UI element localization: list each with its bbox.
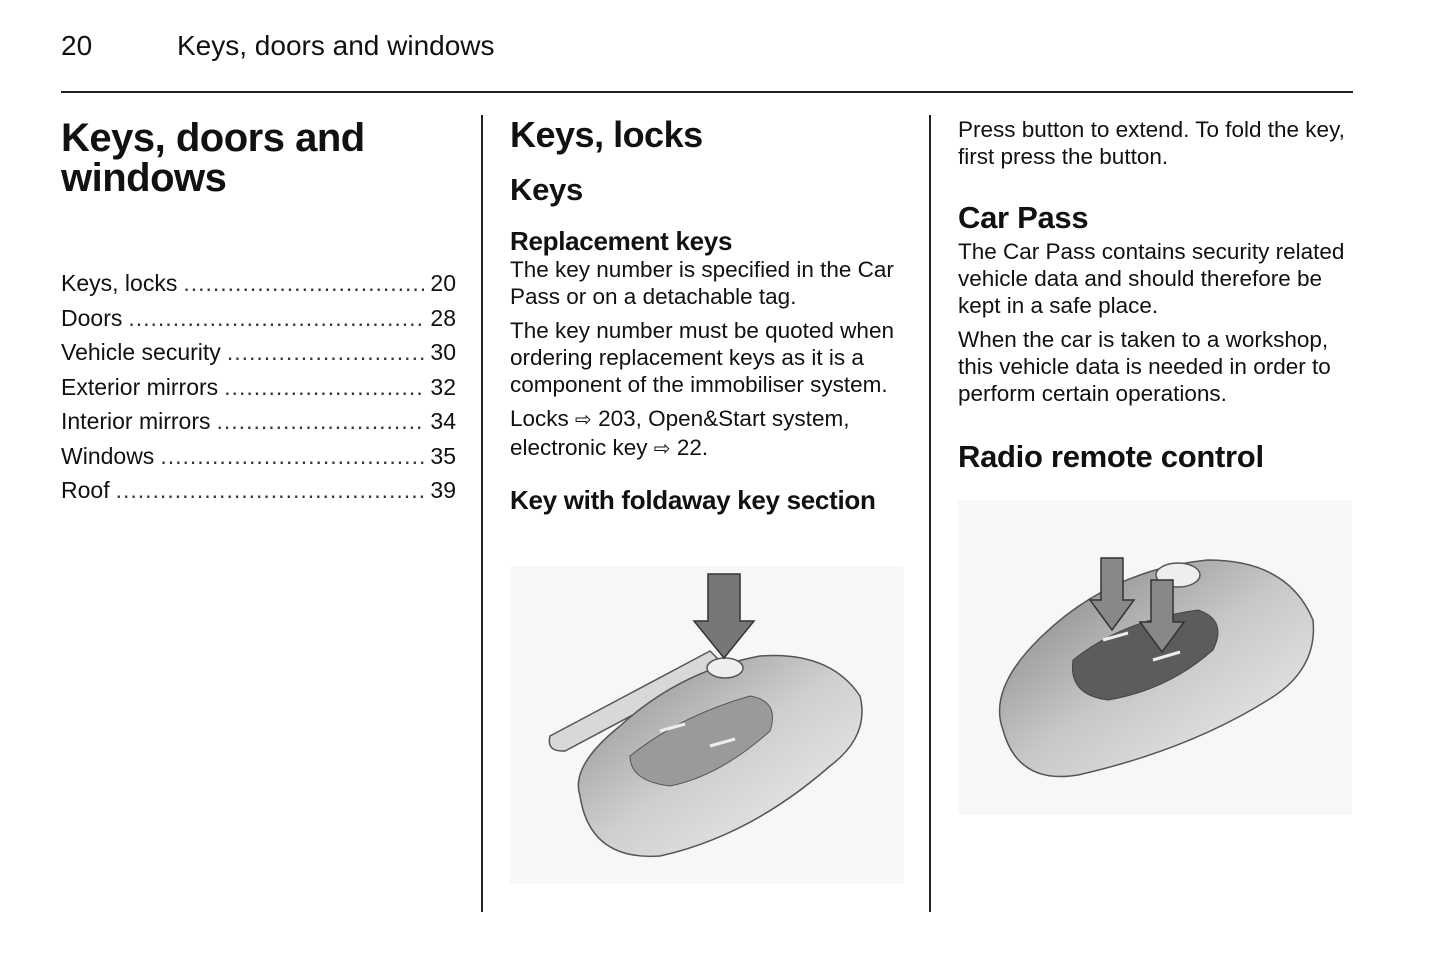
- toc-entry[interactable]: Windows ..... 35: [61, 443, 456, 478]
- page-reference-arrow-icon: ⇨: [653, 438, 671, 460]
- ref-link-locks[interactable]: Locks: [510, 406, 569, 431]
- toc-entry[interactable]: Vehicle security ..... 30: [61, 339, 456, 374]
- chapter-column: [61, 112, 456, 512]
- toc-entry[interactable]: Exterior mirrors ..... 32: [61, 374, 456, 409]
- paragraph: The Car Pass contains security related vehicle data and should therefore be kept in a safe place.: [958, 239, 1345, 318]
- header-rule: [61, 91, 1353, 93]
- remote-buttons-icon: [958, 500, 1352, 815]
- page-number: 20: [61, 30, 93, 61]
- cross-reference: Locks ⇨ 203, Open&Start system, electronic key ⇨ 22.: [510, 405, 910, 463]
- paragraph: When the car is taken to a workshop, this vehicle data is needed in order to perform certain operations.: [958, 327, 1331, 406]
- column-divider: [481, 115, 483, 912]
- ref-link-electronic-key[interactable]: electronic key: [510, 435, 648, 460]
- heading-keys-locks: Keys, locks: [510, 114, 703, 155]
- chapter-title: Keys, doors and windows: [61, 116, 365, 200]
- heading-foldaway-key: Key with foldaway key section: [510, 485, 876, 515]
- column-divider: [929, 115, 931, 912]
- foldaway-key-illustration: [510, 566, 904, 884]
- paragraph: Press button to extend. To fold the key, first press the button.: [958, 117, 1345, 169]
- page-reference-arrow-icon: ⇨: [575, 409, 592, 431]
- radio-remote-illustration: [958, 500, 1352, 815]
- keys-column: [510, 112, 910, 515]
- car-pass-column: [958, 112, 1358, 477]
- toc-entry[interactable]: Interior mirrors ..... 34: [61, 408, 456, 443]
- key-fob-icon: [510, 566, 904, 884]
- toc-entry[interactable]: Keys, locks ..... 20: [61, 270, 456, 305]
- running-header: Keys, doors and windows: [177, 30, 495, 61]
- heading-keys: Keys: [510, 172, 583, 207]
- toc-entry[interactable]: Roof ..... 39: [61, 477, 456, 512]
- paragraph: The key number is specified in the Car Pass or on a detachable tag.: [510, 257, 894, 309]
- toc-entry[interactable]: Doors ..... 28: [61, 305, 456, 340]
- heading-car-pass: Car Pass: [958, 200, 1089, 235]
- heading-radio-remote-control: Radio remote control: [958, 439, 1264, 474]
- heading-replacement-keys: Replacement keys: [510, 226, 733, 256]
- table-of-contents: [61, 270, 456, 512]
- paragraph: The key number must be quoted when ordering replacement keys as it is a component of the immobiliser system.: [510, 318, 894, 397]
